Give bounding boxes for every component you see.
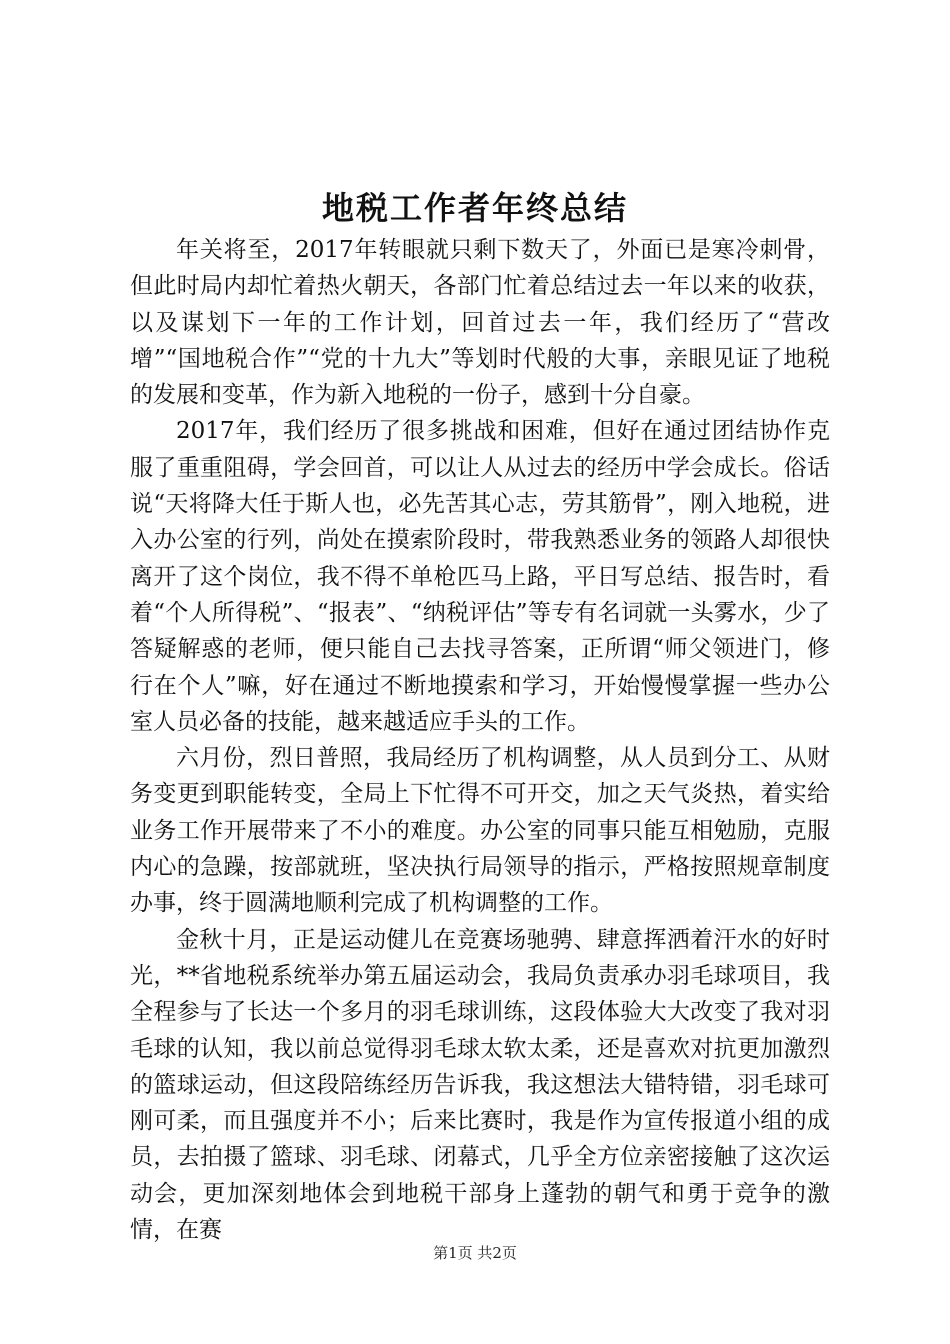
paragraph: 六月份，烈日普照，我局经历了机构调整，从人员到分工、从财务变更到职能转变，全局上下忙得不可开交，加之天气炎热，着实给业务工作开展带来了不小的难度。办公室的同事只能互相勉励，克服内心的急躁，按部就班，坚决执行局领导的指示，严格按照规章制度办事，终于圆满地顺利完成了机构调整的工作。 <box>130 745 830 917</box>
document-title: 地税工作者年终总结 <box>321 189 628 227</box>
paragraph: 年关将至，2017年转眼就只剩下数天了，外面已是寒冷刺骨，但此时局内却忙着热火朝天，各部门忙着总结过去一年以来的收获，以及谋划下一年的工作计划，回首过去一年，我们经历了“营改增”“国地税合作”“党的十九大”等划时代般的大事，亲眼见证了地税的发展和变革，作为新入地税的一份子，感到十分自豪。 <box>130 237 830 409</box>
paragraph: 2017年，我们经历了很多挑战和困难，但好在通过团结协作克服了重重阻碍，学会回首，可以让人从过去的经历中学会成长。俗话说“天将降大任于斯人也，必先苦其心志，劳其筋骨”，刚入地税，进入办公室的行列，尚处在摸索阶段时，带我熟悉业务的领路人却很快离开了这个岗位，我不得不单枪匹马上路，平日写总结、报告时，看着“个人所得税”、“报表”、“纳税评估”等专有名词就一头雾水，少了答疑解惑的老师，便只能自己去找寻答案，正所谓“师父领进门，修行在个人”嘛，好在通过不断地摸索和学习，开始慢慢掌握一些办公室人员必备的技能，越来越适应手头的工作。 <box>130 418 830 735</box>
paragraph: 金秋十月，正是运动健儿在竞赛场驰骋、肆意挥洒着汗水的好时光，**省地税系统举办第五届运动会，我局负责承办羽毛球项目，我全程参与了长达一个多月的羽毛球训练，这段体验大大改变了我对羽毛球的认知，我以前总觉得羽毛球太软太柔，还是喜欢对抗更加激烈的篮球运动，但这段陪练经历告诉我，我这想法大错特错，羽毛球可刚可柔，而且强度并不小；后来比赛时，我是作为宣传报道小组的成员，去拍摄了篮球、羽毛球、闭幕式，几乎全方位亲密接触了这次运动会，更加深刻地体会到地税干部身上蓬勃的朝气和勇于竞争的激情，在赛 <box>130 926 830 1244</box>
page-indicator: 第1页 共2页 <box>433 1244 517 1262</box>
document-body <box>130 232 830 1248</box>
